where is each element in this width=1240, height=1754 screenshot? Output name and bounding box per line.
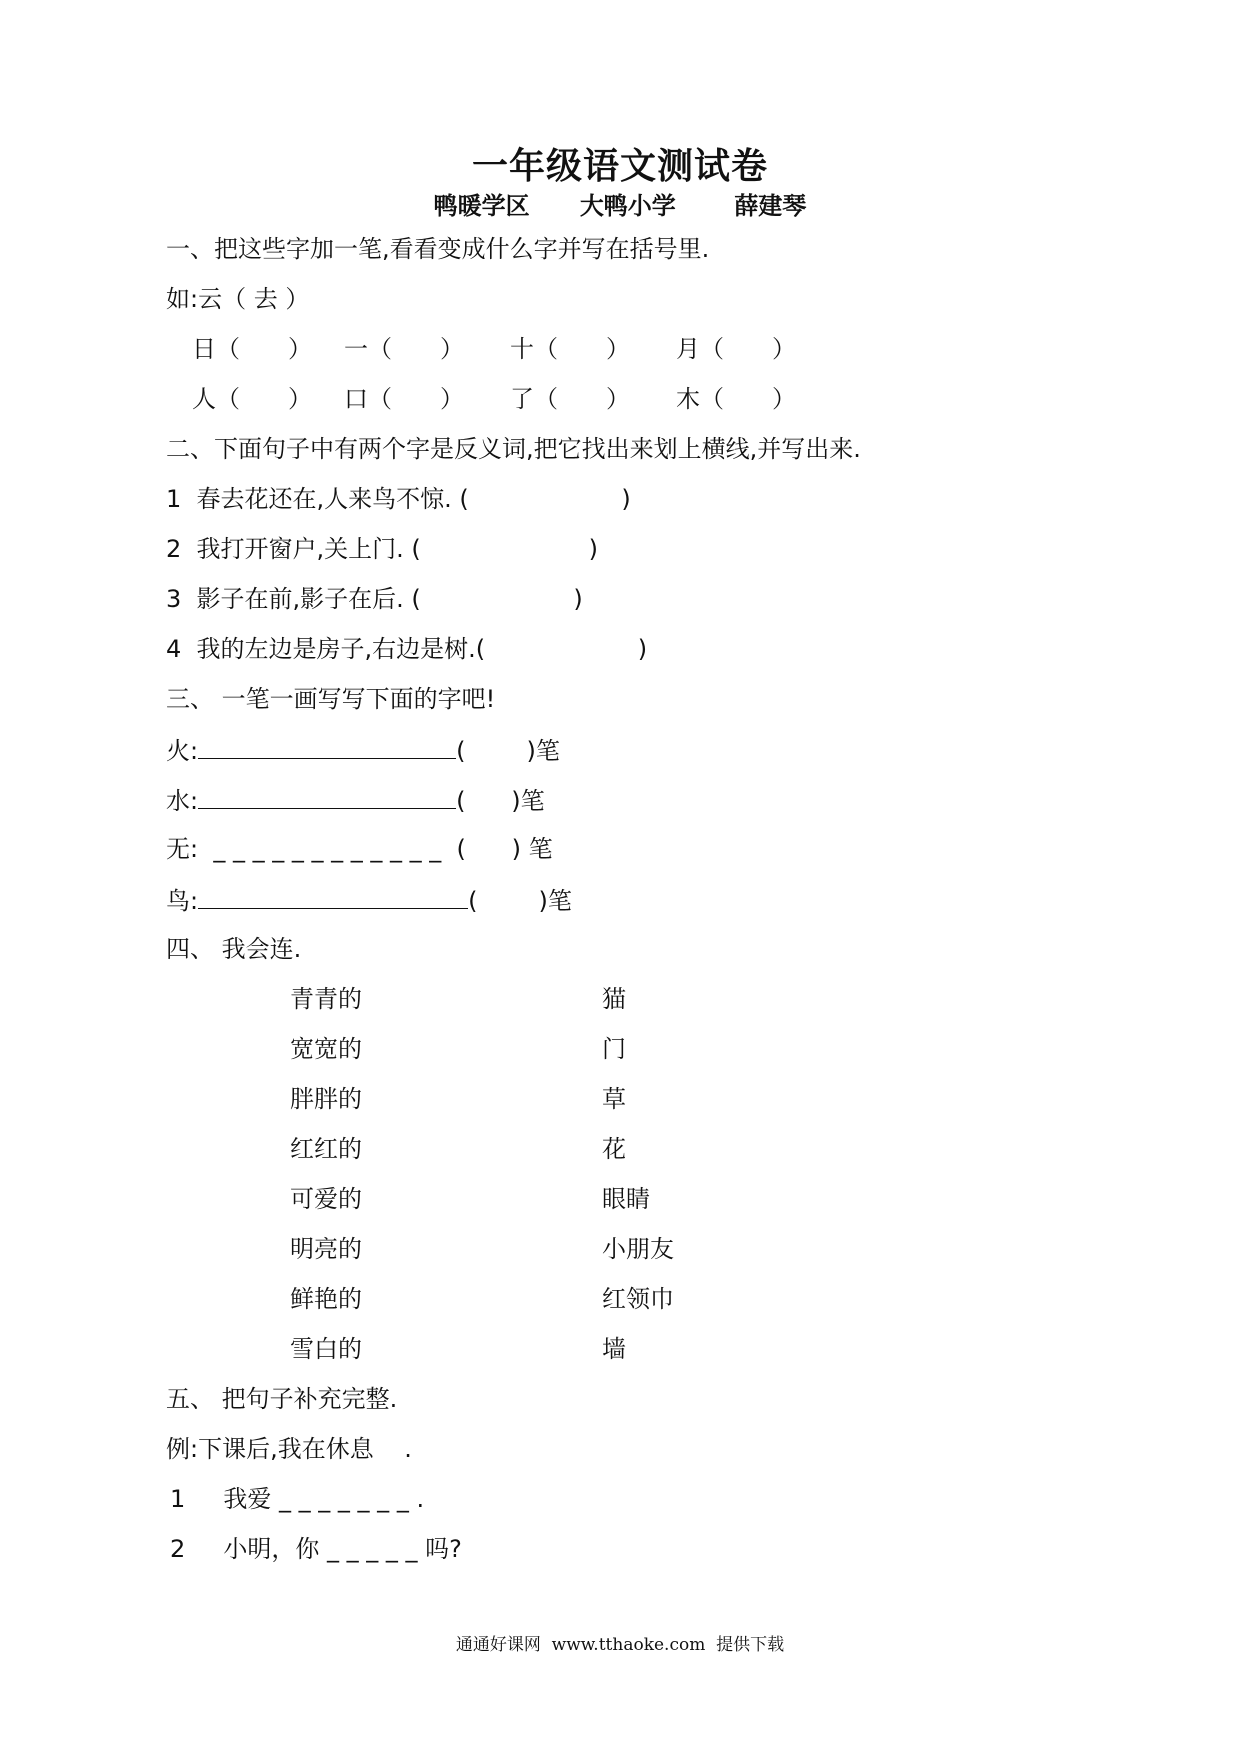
stroke-char: 火: [166,737,199,765]
match-right-item: 草 [602,1085,626,1113]
section1-item: 日（ ） [192,335,312,363]
answer-line [198,784,456,809]
match-right-item: 小朋友 [602,1235,674,1263]
section1-item: 一（ ） [344,335,464,363]
answer-line [198,884,468,909]
section1-item: 十（ ） [510,335,630,363]
stroke-char: 水: [166,787,199,815]
section2-item: 1 春去花还在,人来鸟不惊. ( ) [166,485,631,513]
stroke-row-water [166,784,545,816]
stroke-count-blank: ( )笔 [456,737,560,765]
page-footer: 通通好课网 www.tthaoke.com 提供下载 [455,1635,785,1655]
section1-example: 如:云（ 去 ） [166,285,310,313]
answer-dashes: _ _ _ _ _ _ _ _ _ _ _ _ [213,835,442,863]
match-left-item: 雪白的 [290,1335,362,1363]
stroke-count-blank: ( )笔 [456,787,545,815]
match-right-item: 眼睛 [602,1185,650,1213]
match-left-item: 可爱的 [290,1185,362,1213]
page-title: 一年级语文测试卷 [471,146,768,187]
match-left-item: 胖胖的 [290,1085,362,1113]
match-left-item: 宽宽的 [290,1035,362,1063]
section1-item: 人（ ） [192,385,312,413]
stroke-count-blank: ( ) 笔 [456,835,553,863]
section3-heading: 三、 一笔一画写写下面的字吧! [166,685,496,713]
section2-item: 4 我的左边是房子,右边是树.( ) [166,635,648,663]
match-right-item: 红领巾 [602,1285,674,1313]
section5-item: 1 我爱 _ _ _ _ _ _ _ . [170,1485,425,1513]
section5-example: 例:下课后,我在休息 . [166,1435,412,1463]
section1-item: 口（ ） [344,385,464,413]
page-subtitle [0,186,1240,221]
section1-item: 了（ ） [510,385,630,413]
match-right-item: 花 [602,1135,626,1163]
section2-item: 2 我打开窗户,关上门. ( ) [166,535,598,563]
match-left-item: 红红的 [290,1135,362,1163]
answer-line [198,734,456,759]
stroke-row-bird [166,884,572,916]
district-name: 鸭暖学区 [433,192,530,220]
match-left-item: 明亮的 [290,1235,362,1263]
section5-heading: 五、 把句子补充完整. [166,1385,398,1413]
match-right-item: 猫 [602,985,626,1013]
school-name: 大鸭小学 [579,192,676,220]
stroke-count-blank: ( )笔 [468,887,572,915]
stroke-char: 鸟: [166,887,199,915]
section2-heading: 二、下面句子中有两个字是反义词,把它找出来划上横线,并写出来. [166,435,861,463]
section4-heading: 四、 我会连. [166,935,302,963]
section1-item: 木（ ） [676,385,796,413]
match-left-item: 鲜艳的 [290,1285,362,1313]
section1-heading: 一、把这些字加一笔,看看变成什么字并写在括号里. [166,235,710,263]
stroke-row-fire [166,734,560,766]
stroke-char: 无: [166,835,199,863]
match-left-item: 青青的 [290,985,362,1013]
match-right-item: 墙 [602,1335,626,1363]
author-name: 薛建琴 [734,192,807,220]
stroke-row-none [166,834,553,864]
match-right-item: 门 [602,1035,626,1063]
section2-item: 3 影子在前,影子在后. ( ) [166,585,583,613]
section5-item: 2 小明，你 _ _ _ _ _ 吗? [170,1535,462,1563]
section1-item: 月（ ） [676,335,796,363]
